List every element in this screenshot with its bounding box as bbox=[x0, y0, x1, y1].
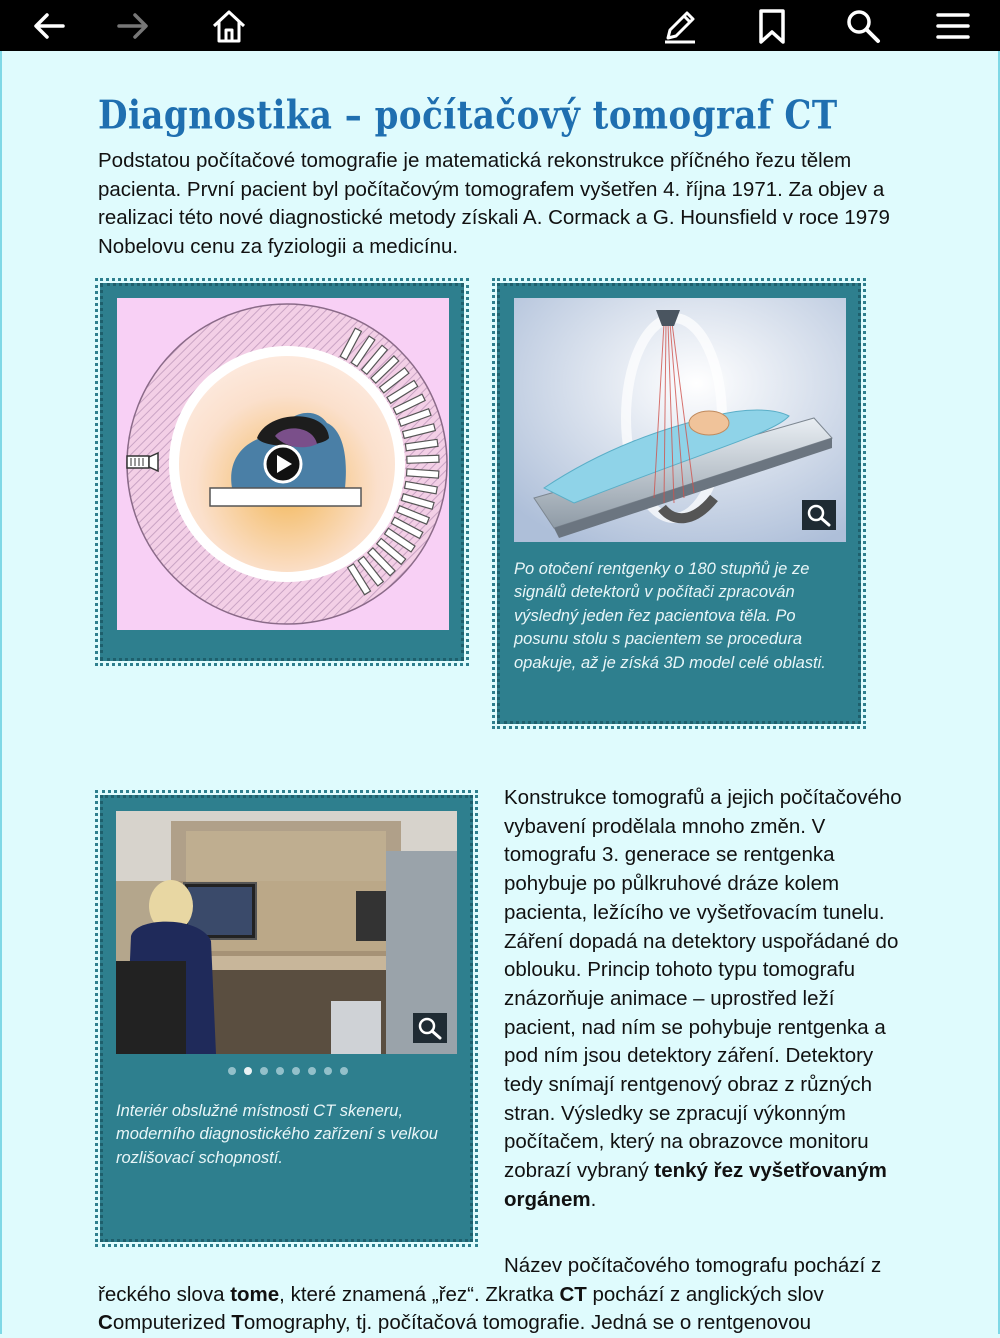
body2-part-e: pochází z anglických slov bbox=[586, 1282, 824, 1306]
pencil-icon bbox=[660, 6, 700, 46]
search-button[interactable] bbox=[840, 4, 886, 48]
zoom-button[interactable] bbox=[802, 500, 836, 530]
body2-part-g: omputerized bbox=[112, 1311, 232, 1335]
bookmark-icon bbox=[752, 6, 792, 46]
detector-cell bbox=[406, 469, 438, 478]
page-title: Diagnostika – počítačový tomograf CT bbox=[98, 93, 838, 139]
bookmark-button[interactable] bbox=[749, 4, 795, 48]
gallery-pagination[interactable] bbox=[228, 1067, 348, 1075]
body-end: . bbox=[590, 1187, 597, 1211]
magnifier-icon bbox=[806, 503, 832, 527]
gallery-dot[interactable] bbox=[276, 1067, 284, 1075]
gallery-dot[interactable] bbox=[324, 1067, 332, 1075]
x-ray-source-icon bbox=[127, 453, 158, 471]
home-icon bbox=[209, 6, 249, 46]
figure2-caption: Po otočení rentgenky o 180 stupňů je ze signálů detektorů v počítači zpracován výsledný jeden řez pacientova těla. Po posunu stolu s pacientem se procedura opakuje, až je získá 3D model celé oblasti. bbox=[514, 560, 826, 672]
gallery-frame bbox=[100, 795, 473, 1242]
top-toolbar bbox=[0, 0, 1000, 51]
gallery-dot[interactable] bbox=[340, 1067, 348, 1075]
animation-frame bbox=[100, 283, 464, 661]
arrow-right-icon bbox=[113, 6, 153, 46]
gallery-dot[interactable] bbox=[260, 1067, 268, 1075]
gallery-dot[interactable] bbox=[244, 1067, 252, 1075]
ct-animation[interactable] bbox=[117, 298, 449, 630]
scanner-figure-frame bbox=[497, 283, 861, 724]
play-icon[interactable] bbox=[265, 446, 301, 482]
intro-paragraph: Podstatou počítačové tomografie je matematická rekonstrukce příčného řezu tělem pacienta. První pacient byl počítačovým tomografem vyšetřen 4. října 1971. Za objev a realizaci této nové diagnostické metody získali A. Cormack a G. Hounsfield v roce 1979 Nobelovu cenu za fyziologii a medicínu. bbox=[98, 149, 890, 259]
detector-cell bbox=[407, 455, 439, 463]
body-paragraph-2 bbox=[98, 1252, 908, 1338]
letter-t: T bbox=[231, 1311, 244, 1335]
body-bold-phrase: tenký řez vyšetřovaným orgánem bbox=[504, 1159, 887, 1211]
forward-button[interactable] bbox=[110, 4, 156, 48]
control-room-photo[interactable] bbox=[116, 811, 457, 1054]
annotate-button[interactable] bbox=[657, 4, 703, 48]
body-paragraph-1 bbox=[504, 784, 904, 1215]
letter-c: C bbox=[98, 1311, 113, 1335]
term-tome: tome bbox=[230, 1282, 280, 1306]
gallery-dot[interactable] bbox=[308, 1067, 316, 1075]
search-icon bbox=[843, 6, 883, 46]
figure3-caption: Interiér obslužné místnosti CT skeneru, moderního diagnostického zařízení s velkou rozlišovací schopností. bbox=[116, 1102, 438, 1167]
back-button[interactable] bbox=[26, 4, 72, 48]
body2-part-i: omography, tj. počítačová tomografie. Jedná se o rentgenovou bbox=[243, 1311, 811, 1335]
body2-part-a: Název počítačového tomografu pochází z řeckého slova bbox=[98, 1254, 882, 1306]
magnifier-icon bbox=[417, 1016, 443, 1040]
gallery-dot[interactable] bbox=[228, 1067, 236, 1075]
home-button[interactable] bbox=[206, 4, 252, 48]
gallery-dot[interactable] bbox=[292, 1067, 300, 1075]
photo-zoom-button[interactable] bbox=[413, 1013, 447, 1043]
body-text: Konstrukce tomografů a jejich počítačového vybavení prodělala mnoho změn. V tomografu 3. generace se rentgenka pohybuje po půlkruhové dráze kolem pacienta, ležícího ve vyšetřovacím tunelu. Záření dopadá na detektory uspořádané do oblouku. Princip tohoto typu tomografu znázorňuje animace – uprostřed leží pacient, nad ním se pohybuje rentgenka a pod ním jsou detektory záření. Detektory tedy snímají rentgenový obraz z různých stran. Výsledky se zpracují výkonným počítačem, který na obrazovce monitoru zobrazí vybraný bbox=[504, 786, 902, 1183]
body2-part-c: , které znamená „řez“. Zkratka bbox=[279, 1282, 560, 1306]
scanner-illustration[interactable] bbox=[514, 298, 846, 542]
menu-button[interactable] bbox=[930, 4, 976, 48]
term-ct: CT bbox=[559, 1282, 587, 1306]
patient-table bbox=[210, 488, 361, 506]
menu-icon bbox=[933, 6, 973, 46]
arrow-left-icon bbox=[29, 6, 69, 46]
